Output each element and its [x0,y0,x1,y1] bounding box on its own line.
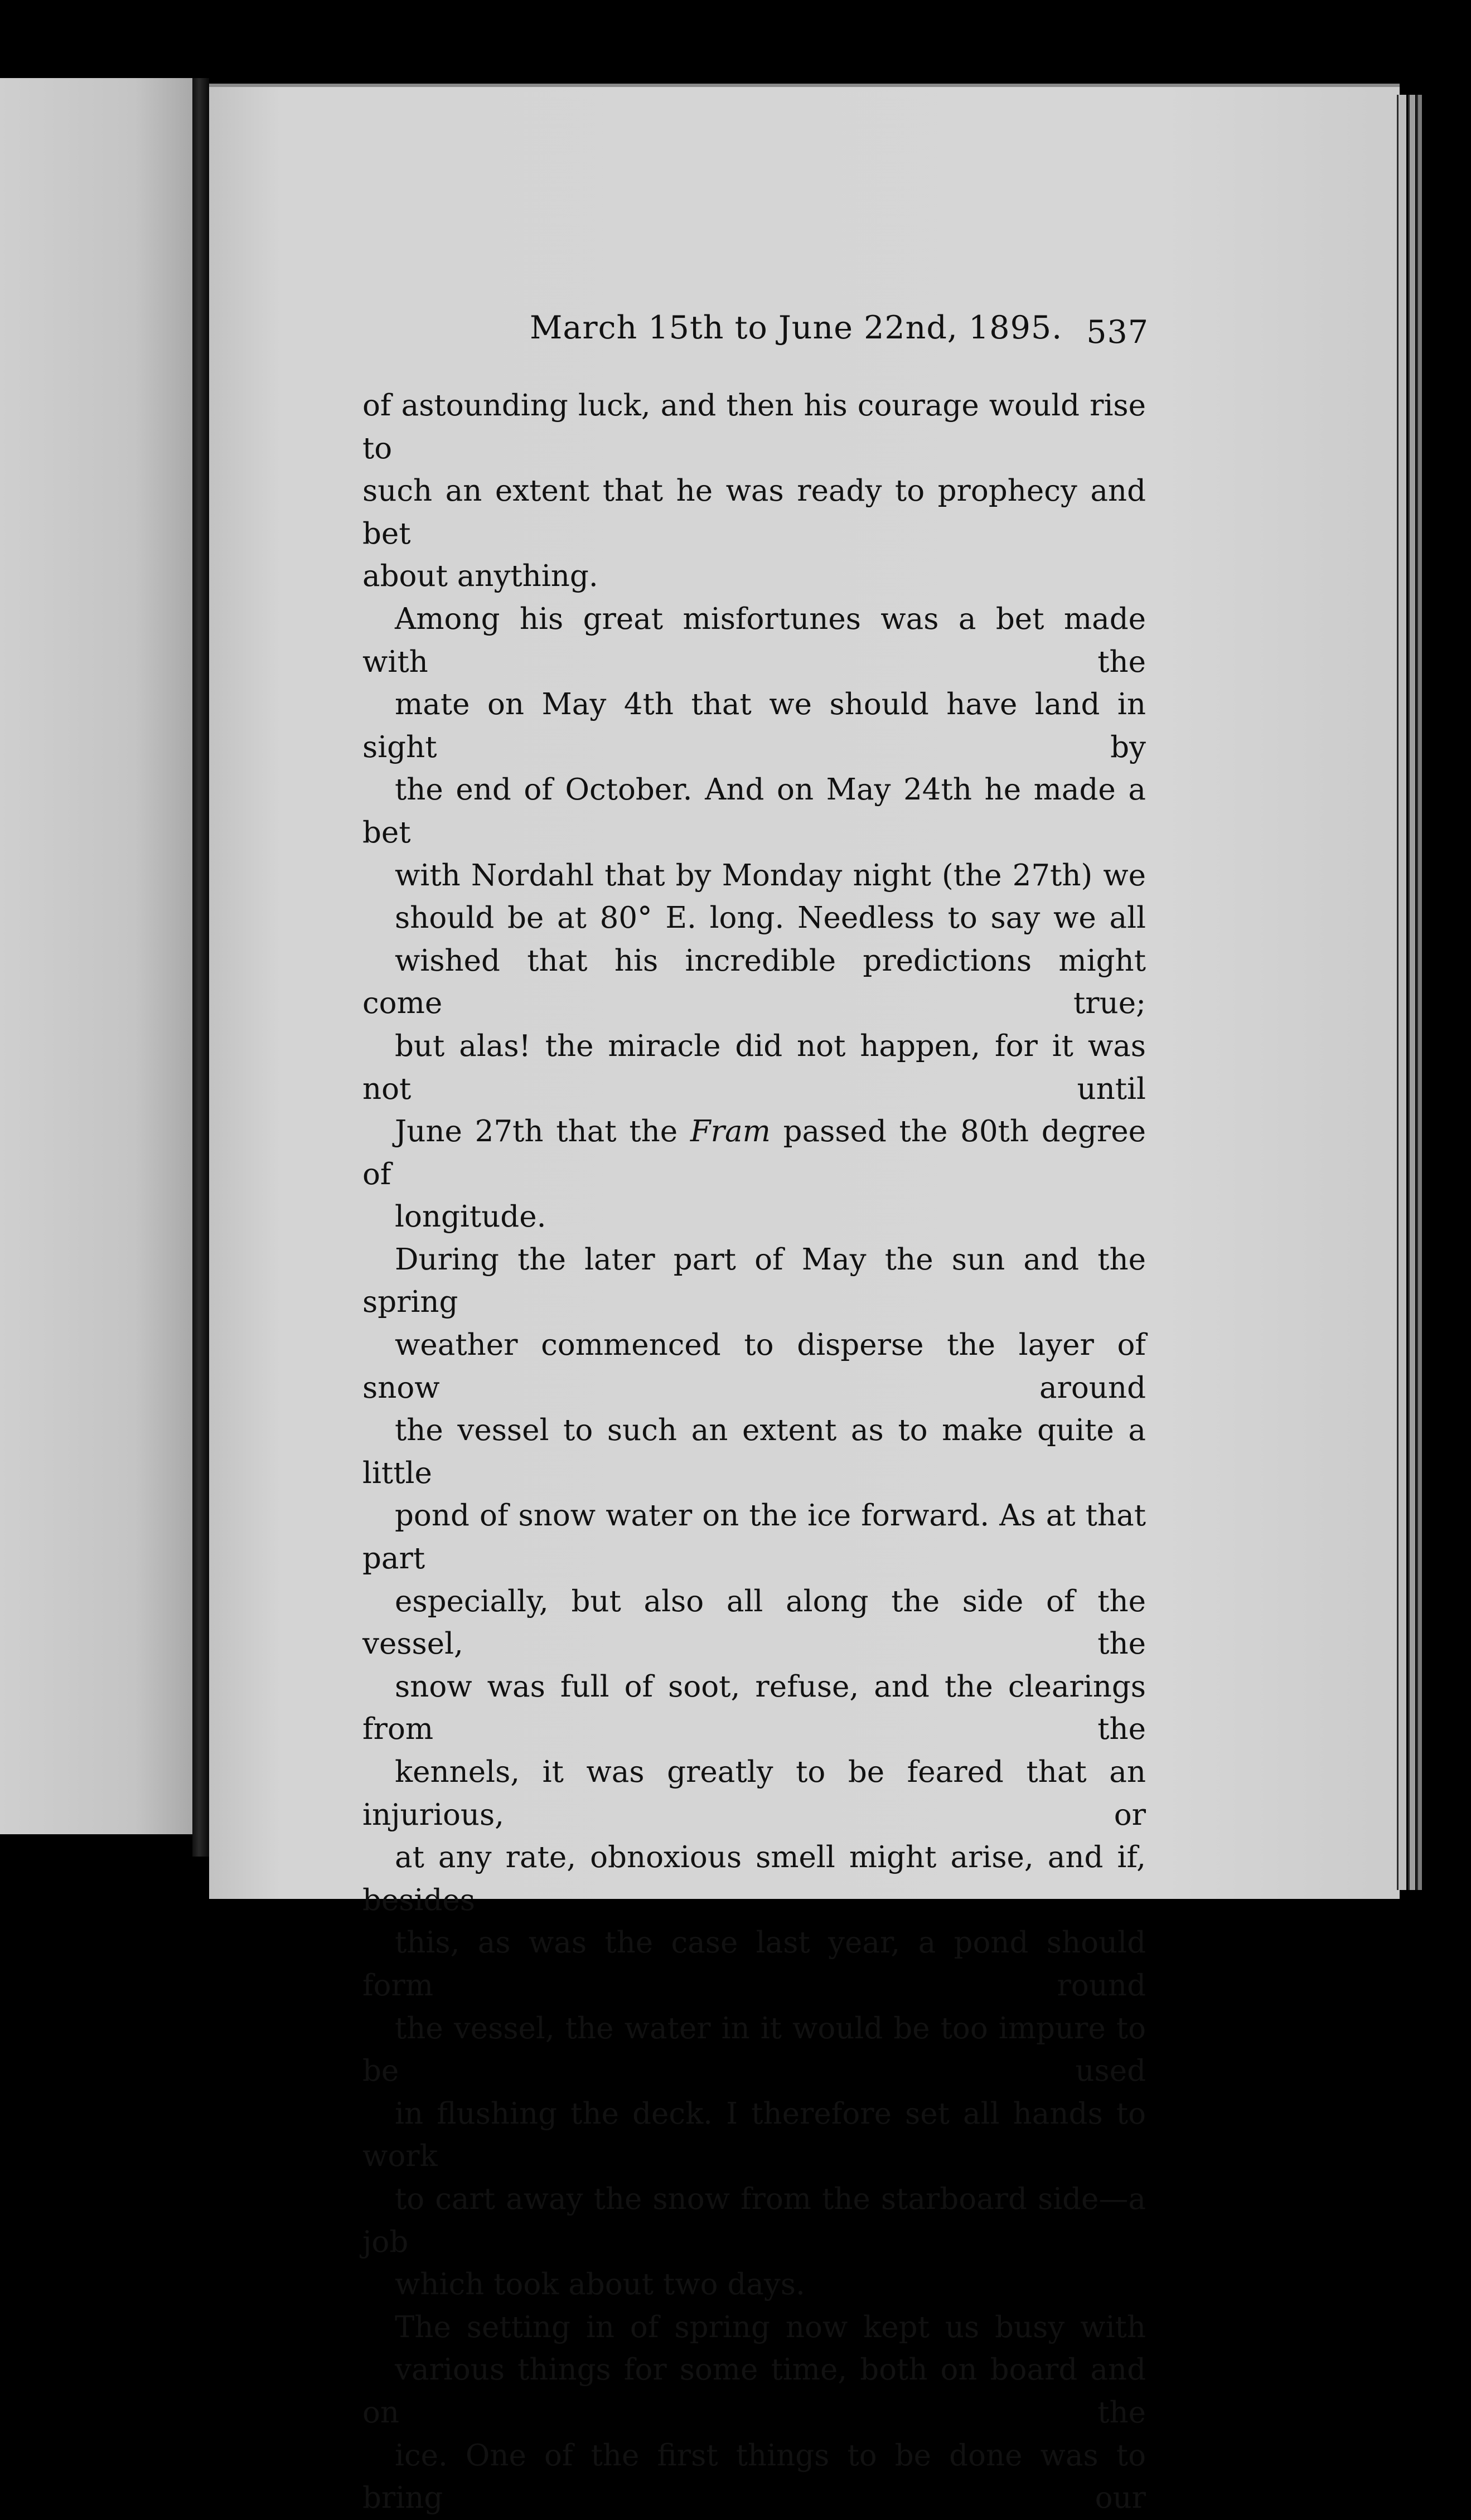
text-line: but alas! the miracle did not happen, for it was not until [362,1029,1146,1106]
text-line: Among his great misfortunes was a bet made with the [362,602,1146,679]
text-line: the vessel, the water in it would be too impure to be used [362,2011,1146,2088]
text-line: ice. One of the first things to be done was to bring our [362,2438,1146,2516]
left-page-margin [0,78,192,1834]
text-line: should be at 80° E. long. Needless to say we all [395,901,1146,936]
text-line: June 27th that the Fram passed the 80th degree of [362,1114,1146,1191]
text-line: longitude. [395,1200,546,1234]
body-text [362,385,1146,2520]
page-edge [1397,95,1406,1890]
page-edge [1408,95,1415,1890]
book-gutter [192,78,209,1857]
paragraph-1 [362,385,1146,598]
text-line: pond of snow water on the ice forward. As at that part [362,1499,1146,1576]
text-line: kennels, it was greatly to be feared that an injurious, or [362,1755,1146,1832]
running-head: March 15th to June 22nd, 1895. [530,309,1063,346]
paragraph-4 [362,2306,1146,2520]
text-line: to cart away the snow from the starboard side—a job [362,2182,1146,2259]
paragraph-3 [362,1239,1146,2306]
text-line: snow was full of soot, refuse, and the clearings from the [362,1669,1146,1747]
text-line: with Nordahl that by Monday night (the 27th) we [395,858,1146,893]
page-edge [1416,95,1422,1890]
text-line: The setting in of spring now kept us busy with [395,2310,1146,2344]
text-line: of astounding luck, and then his courage would rise to [362,389,1146,466]
page-header [530,309,1149,360]
text-line: various things for some time, both on board and on the [362,2353,1146,2430]
text-line: such an extent that he was ready to prophecy and bet [362,474,1146,551]
page-number: 537 [1086,314,1149,351]
text-line: wished that his incredible predictions might come true; [362,943,1146,1021]
text-line: especially, but also all along the side of the vessel, the [362,1584,1146,1661]
text-line: the end of October. And on May 24th he made a bet [362,773,1146,850]
text-line: this, as was the case last year, a pond should form round [362,1926,1146,2003]
text-line: weather commenced to disperse the layer of snow around [362,1328,1146,1405]
text-line: at any rate, obnoxious smell might arise, and if, besides [362,1840,1146,1917]
text-line: which took about two days. [395,2267,805,2302]
ship-name: Fram [690,1114,771,1149]
text-line: about anything. [362,559,598,594]
text-line: mate on May 4th that we should have land in sight by [362,687,1146,764]
text-line: in flushing the deck. I therefore set all hands to work [362,2096,1146,2174]
text-line: During the later part of May the sun and the spring [362,1242,1146,1320]
paragraph-2 [362,598,1146,1239]
text-line: the vessel to such an extent as to make quite a little [362,1413,1146,1490]
